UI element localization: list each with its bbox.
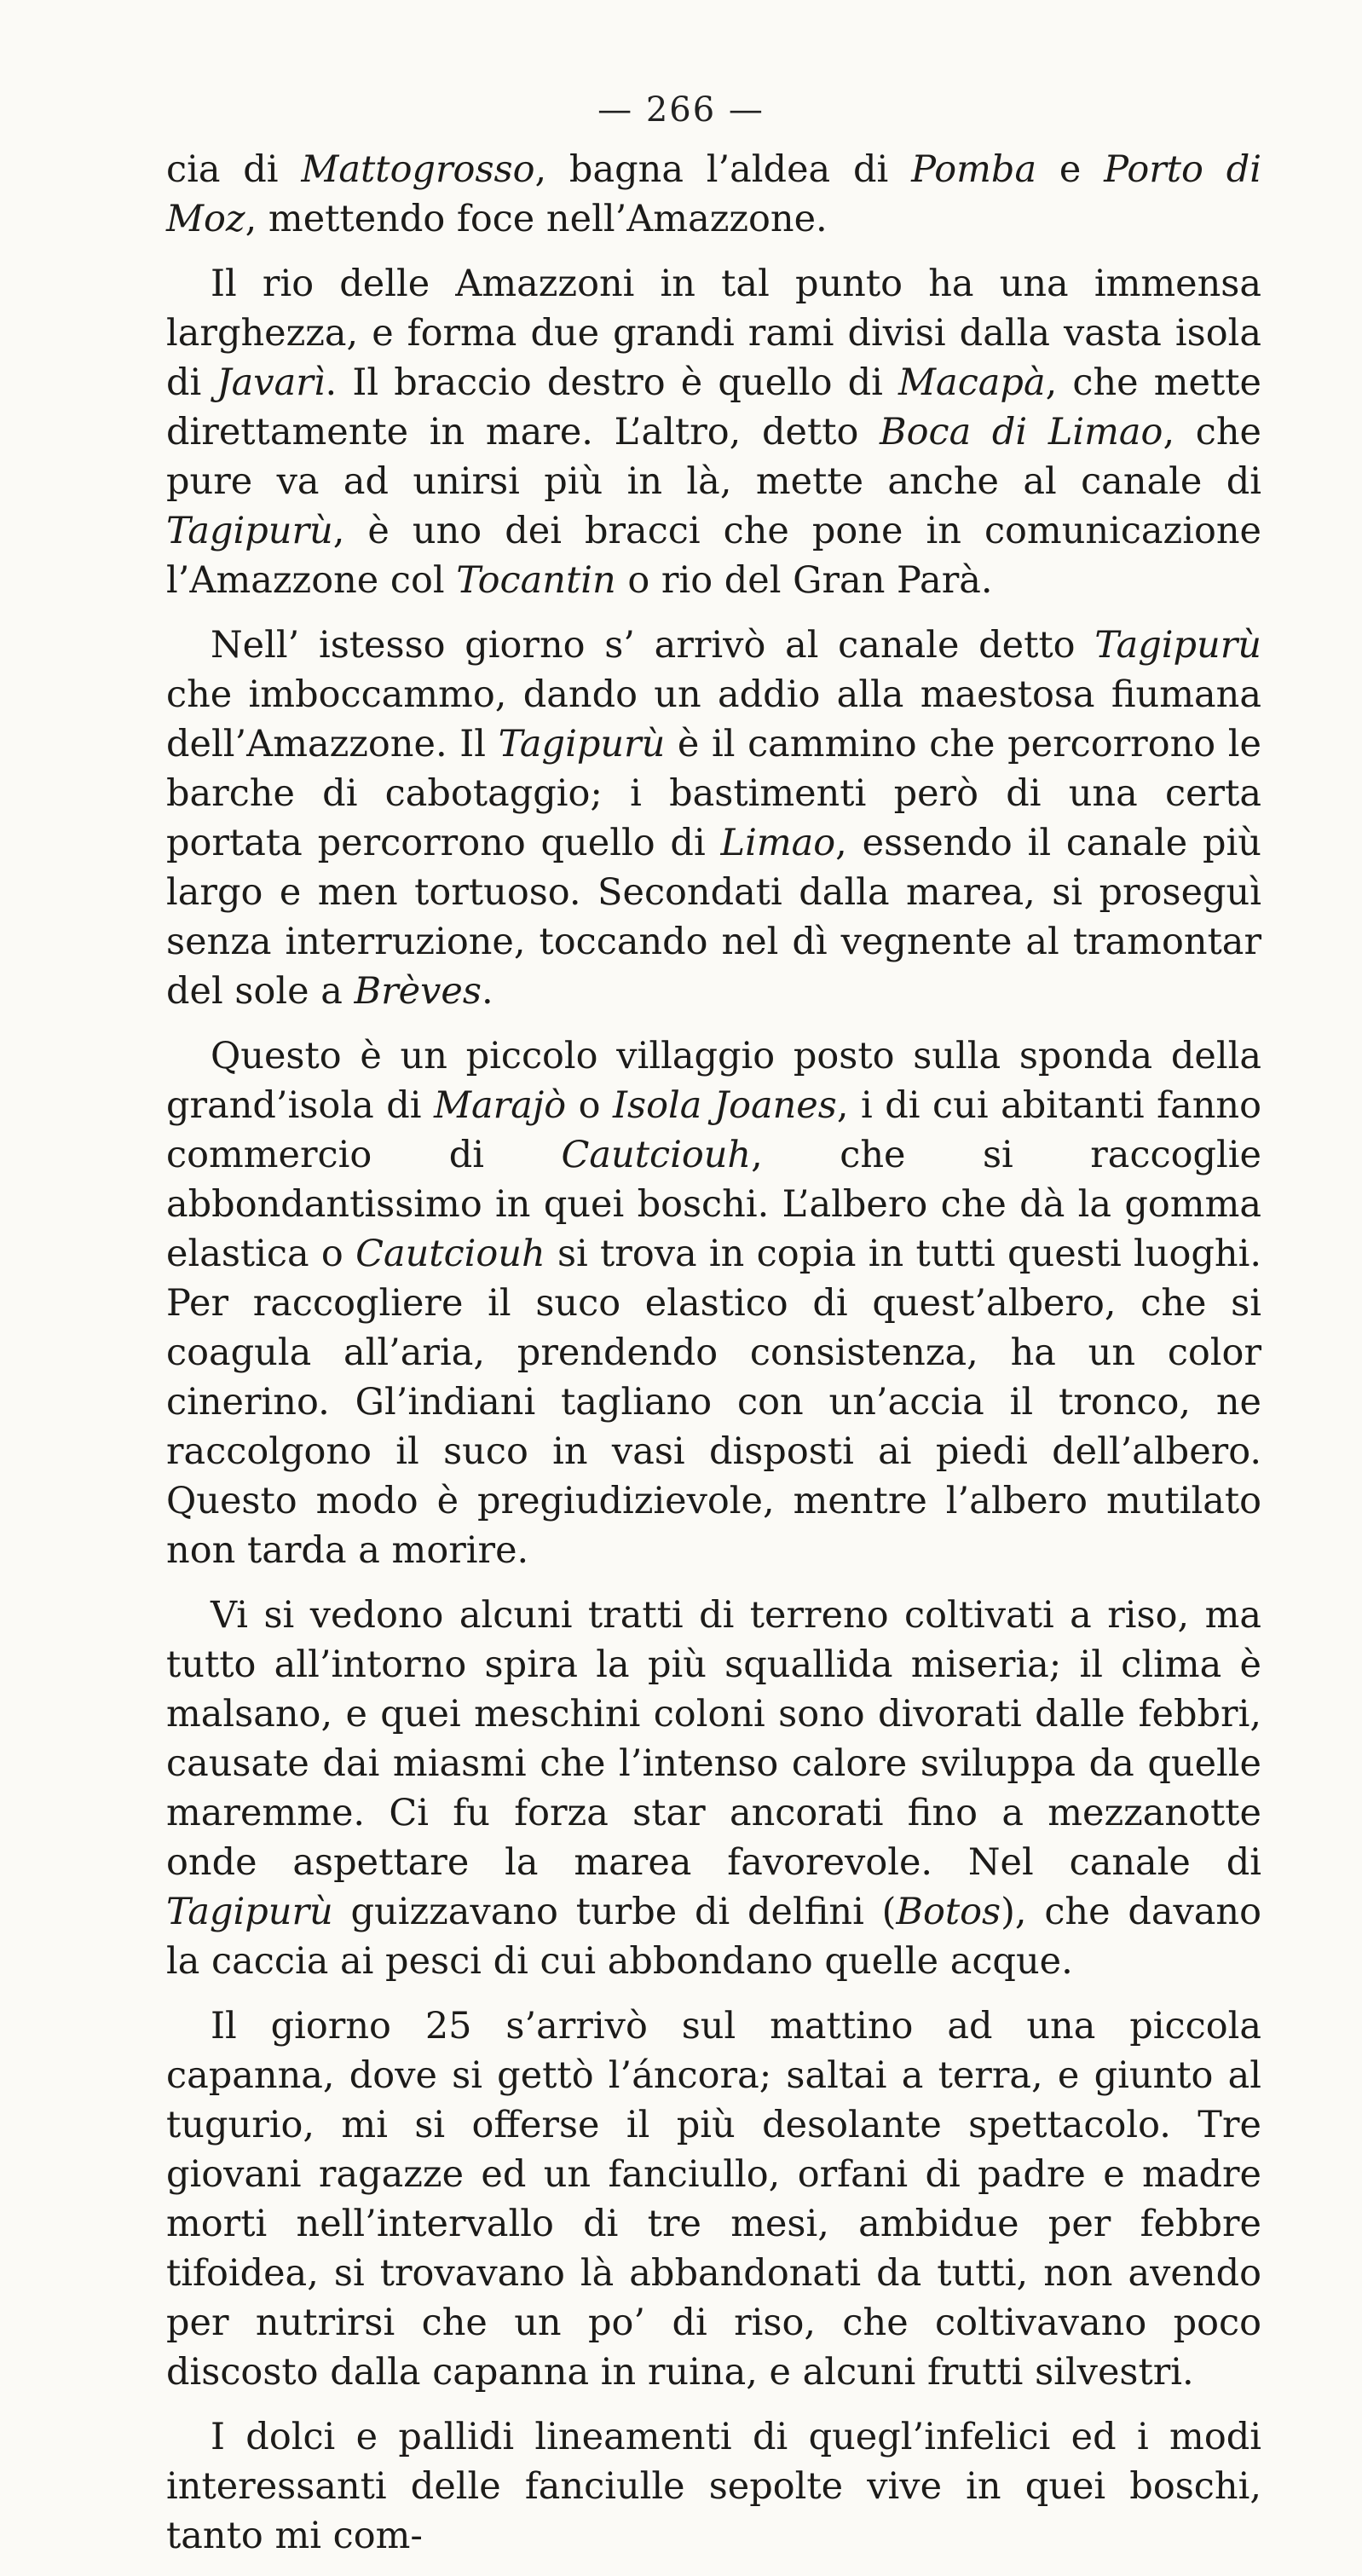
- text-run: Questo è un piccolo villaggio posto sulla sponda della grand’isola di: [166, 1035, 1261, 1127]
- text-run: Vi si vedono alcuni tratti di terreno coltivati a riso, ma tutto all’intorno spira la più squallida miseria; il clima è malsano, e quei meschini coloni sono divorati dalle febbri, causate dai miasmi che l’intenso calore sviluppa da quelle maremme. Ci fu forza star ancorati fino a mezzanotte onde aspettare la marea favorevole. Nel canale di: [166, 1594, 1261, 1884]
- italic-text: Tagipurù: [498, 723, 666, 765]
- text-run: che imboccammo, dando un addio alla maestosa fiumana dell’Amazzone. Il: [166, 673, 1261, 765]
- italic-text: Mattogrosso: [301, 148, 535, 191]
- italic-text: Isola Joanes: [613, 1084, 837, 1127]
- paragraph: [166, 1031, 1261, 1575]
- text-run: si trova in copia in tutti questi luoghi. Per raccogliere il suco elastico di quest’albero, che si coagula all’aria, prendendo consistenza, ha un color cinerino. Gl’indiani tagliano con un’accia il tronco, ne raccolgono il suco in vasi disposti ai piedi dell’albero. Questo modo è pregiudizievole, mentre l’albero mutilato non tarda a morire.: [166, 1233, 1261, 1572]
- body-text: [166, 145, 1261, 2576]
- paragraph: [166, 259, 1261, 605]
- italic-text: Cautciouh: [561, 1134, 752, 1176]
- paragraph: [166, 2001, 1261, 2397]
- italic-text: Marajò: [434, 1084, 567, 1127]
- italic-text: Tagipurù: [166, 1891, 333, 1933]
- text-run: , i di cui abitanti fanno commercio di: [166, 1084, 1261, 1176]
- text-run: , essendo il canale più largo e men tortuoso. Secondati dalla marea, si proseguì senza interruzione, toccando nel dì vegnente al tramontar del sole a: [166, 822, 1261, 1013]
- italic-text: Botos: [896, 1891, 1001, 1933]
- italic-text: Cautciouh: [355, 1233, 545, 1275]
- text-run: Nell’ istesso giorno s’ arrivò al canale detto: [211, 624, 1095, 667]
- italic-text: Brèves: [354, 970, 482, 1013]
- text-run: I dolci e pallidi lineamenti di quegl’infelici ed i modi interessanti delle fanciulle sepolte vive in quei boschi, tanto mi com-: [166, 2416, 1261, 2557]
- text-run: , bagna l’aldea di: [534, 148, 912, 191]
- paragraph: [166, 621, 1261, 1016]
- text-run: , che mette direttamente in mare. L’altro, detto: [166, 361, 1261, 453]
- italic-text: Tagipurù: [1094, 624, 1261, 667]
- italic-text: Boca di Limao: [880, 411, 1163, 453]
- page-number: — 266 —: [597, 90, 765, 130]
- paragraph: [166, 145, 1261, 244]
- paragraph: [166, 2412, 1261, 2561]
- text-run: o: [566, 1084, 614, 1127]
- text-run: , mettendo foce nell’Amazzone.: [245, 198, 828, 240]
- italic-text: Tagipurù: [166, 510, 333, 552]
- text-run: è il cammino che percorrono le barche di cabotaggio; i bastimenti però di una certa portata percorrono quello di: [166, 723, 1261, 864]
- text-run: Il giorno 25 s’arrivò sul mattino ad una piccola capanna, dove si gettò l’áncora; saltai a terra, e giunto al tugurio, mi si offerse il più desolante spettacolo. Tre giovani ragazze ed un fanciullo, orfani di padre e madre morti nell’intervallo di tre mesi, ambidue per febbre tifoidea, si trovavano là abbandonati da tutti, non avendo per nutrirsi che un po’ di riso, che coltivavano poco discosto dalla capanna in ruina, e alcuni frutti silvestri.: [166, 2005, 1261, 2394]
- text-run: cia di: [166, 148, 302, 191]
- italic-text: Javarì: [216, 361, 326, 404]
- paragraph: [166, 1591, 1261, 1986]
- italic-text: Pomba: [911, 148, 1037, 191]
- text-run: , che pure va ad unirsi più in là, mette anche al canale di: [166, 411, 1261, 503]
- text-run: Il rio delle Amazzoni in tal punto ha una immensa larghezza, e forma due grandi rami divisi dalla vasta isola di: [166, 263, 1261, 404]
- italic-text: Porto di Moz: [166, 148, 1262, 240]
- text-run: ), che davano la caccia ai pesci di cui abbondano quelle acque.: [166, 1891, 1261, 1983]
- text-run: , è uno dei bracci che pone in comunicazione l’Amazzone col: [166, 510, 1261, 602]
- text-run: o rio del Gran Parà.: [615, 559, 993, 602]
- text-run: . Il braccio destro è quello di: [325, 361, 899, 404]
- text-run: , che si raccoglie abbondantissimo in quei boschi. L’albero che dà la gomma elastica o: [166, 1134, 1261, 1275]
- text-run: .: [481, 970, 493, 1013]
- italic-text: Macapà: [898, 361, 1046, 404]
- italic-text: Limao: [720, 822, 836, 864]
- italic-text: Tocantin: [456, 559, 616, 602]
- text-run: guizzavano turbe di delfini (: [332, 1891, 897, 1933]
- text-run: e: [1036, 148, 1105, 191]
